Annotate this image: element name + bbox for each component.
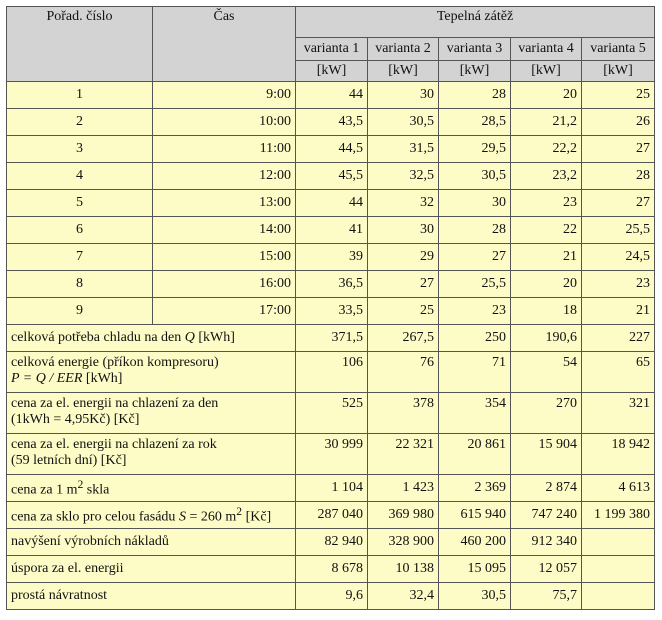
table-cell: 30 — [368, 217, 439, 244]
summary-cell: 460 200 — [439, 529, 511, 556]
table-row — [7, 190, 655, 217]
table-cell: 39 — [296, 244, 368, 271]
summary-cell: 2 369 — [439, 475, 511, 502]
summary-cell — [582, 529, 655, 556]
row-time: 9:00 — [153, 82, 296, 109]
col-header-heat-load: Tepelná zátěž — [296, 7, 655, 38]
summary-cell: 227 — [582, 325, 655, 352]
label-unit: [Kč] — [242, 509, 272, 525]
summary-cell: 1 423 — [368, 475, 439, 502]
summary-label — [7, 393, 296, 434]
table-cell: 27 — [368, 271, 439, 298]
table-cell: 21,2 — [511, 109, 582, 136]
table-cell: 27 — [582, 190, 655, 217]
summary-cell: 15 095 — [439, 556, 511, 583]
table-row — [7, 217, 655, 244]
summary-label: úspora za el. energii — [7, 556, 296, 583]
label-variable: Q — [184, 330, 195, 345]
summary-cell: 270 — [511, 393, 582, 434]
summary-cell: 30 999 — [296, 434, 368, 475]
summary-cell: 287 040 — [296, 502, 368, 529]
summary-row-savings — [7, 556, 655, 583]
summary-cell: 4 613 — [582, 475, 655, 502]
table-cell: 21 — [582, 298, 655, 325]
summary-row-glass-facade — [7, 502, 655, 529]
summary-row-daily-cooling — [7, 325, 655, 352]
summary-cell — [582, 556, 655, 583]
row-number: 2 — [7, 109, 153, 136]
row-number: 1 — [7, 82, 153, 109]
row-time: 16:00 — [153, 271, 296, 298]
summary-cell: 82 940 — [296, 529, 368, 556]
table-cell: 32,5 — [368, 163, 439, 190]
col-header-variant-4: varianta 4 — [511, 38, 582, 61]
table-body — [7, 82, 655, 610]
label-unit: [kWh] — [194, 330, 235, 345]
summary-cell: 106 — [296, 352, 368, 393]
table-cell: 22 — [511, 217, 582, 244]
label-line-2: (1kWh = 4,95Kč) [Kč] — [11, 412, 140, 427]
summary-cell: 2 874 — [511, 475, 582, 502]
summary-cell: 747 240 — [511, 502, 582, 529]
summary-label — [7, 502, 296, 529]
summary-row-cost-increase — [7, 529, 655, 556]
table-cell: 32 — [368, 190, 439, 217]
summary-cell: 20 861 — [439, 434, 511, 475]
col-header-order: Pořad. číslo — [7, 7, 153, 82]
heat-load-table — [6, 6, 655, 610]
row-number: 9 — [7, 298, 153, 325]
summary-row-payback — [7, 583, 655, 610]
table-cell: 28 — [439, 82, 511, 109]
col-header-variant-3: varianta 3 — [439, 38, 511, 61]
table-row — [7, 82, 655, 109]
col-header-variant-5: varianta 5 — [582, 38, 655, 61]
summary-cell: 250 — [439, 325, 511, 352]
summary-cell: 18 942 — [582, 434, 655, 475]
table-cell: 30 — [368, 82, 439, 109]
label-text: cena za sklo pro celou fasádu — [11, 509, 179, 525]
summary-cell: 912 340 — [511, 529, 582, 556]
table-cell: 44 — [296, 82, 368, 109]
table-cell: 44 — [296, 190, 368, 217]
table-cell: 43,5 — [296, 109, 368, 136]
table-cell: 18 — [511, 298, 582, 325]
unit-label: [kW] — [368, 61, 439, 82]
table-cell: 21 — [511, 244, 582, 271]
summary-row-cost-year — [7, 434, 655, 475]
table-cell: 23,2 — [511, 163, 582, 190]
label-superscript: 2 — [236, 504, 243, 518]
summary-cell: 22 321 — [368, 434, 439, 475]
table-cell: 25 — [368, 298, 439, 325]
unit-label: [kW] — [296, 61, 368, 82]
summary-row-energy — [7, 352, 655, 393]
table-cell: 41 — [296, 217, 368, 244]
summary-cell: 54 — [511, 352, 582, 393]
summary-cell: 267,5 — [368, 325, 439, 352]
label-line-2: (59 letních dní) [Kč] — [11, 453, 127, 468]
summary-cell: 321 — [582, 393, 655, 434]
row-number: 6 — [7, 217, 153, 244]
row-time: 13:00 — [153, 190, 296, 217]
table-row — [7, 298, 655, 325]
summary-cell: 525 — [296, 393, 368, 434]
summary-row-cost-day — [7, 393, 655, 434]
table-cell: 25,5 — [582, 217, 655, 244]
row-time: 10:00 — [153, 109, 296, 136]
table-cell: 23 — [511, 190, 582, 217]
table-cell: 44,5 — [296, 136, 368, 163]
label-line-1: cena za el. energii na chlazení za den — [11, 396, 219, 411]
table-cell: 27 — [439, 244, 511, 271]
table-cell: 45,5 — [296, 163, 368, 190]
table-row — [7, 271, 655, 298]
unit-label: [kW] — [582, 61, 655, 82]
label-superscript: 2 — [77, 477, 84, 491]
summary-cell: 190,6 — [511, 325, 582, 352]
table-cell: 28,5 — [439, 109, 511, 136]
summary-cell — [582, 583, 655, 610]
table-row — [7, 163, 655, 190]
row-number: 7 — [7, 244, 153, 271]
summary-cell: 1 199 380 — [582, 502, 655, 529]
row-time: 12:00 — [153, 163, 296, 190]
table-row — [7, 244, 655, 271]
row-number: 4 — [7, 163, 153, 190]
summary-cell: 12 057 — [511, 556, 582, 583]
unit-label: [kW] — [511, 61, 582, 82]
summary-label — [7, 434, 296, 475]
summary-cell: 328 900 — [368, 529, 439, 556]
table-cell: 25,5 — [439, 271, 511, 298]
summary-cell: 369 980 — [368, 502, 439, 529]
summary-label — [7, 352, 296, 393]
table-cell: 30,5 — [368, 109, 439, 136]
table-header — [7, 7, 655, 82]
table-cell: 20 — [511, 82, 582, 109]
table-row — [7, 136, 655, 163]
summary-cell: 371,5 — [296, 325, 368, 352]
summary-cell: 9,6 — [296, 583, 368, 610]
label-text: celková potřeba chladu na den — [11, 330, 185, 345]
label-text: = 260 m — [185, 509, 237, 525]
label-formula: P = Q / EER — [11, 371, 83, 386]
row-time: 14:00 — [153, 217, 296, 244]
table-cell: 27 — [582, 136, 655, 163]
table-cell: 20 — [511, 271, 582, 298]
summary-cell: 65 — [582, 352, 655, 393]
label-unit: [kWh] — [82, 371, 123, 386]
table-cell: 24,5 — [582, 244, 655, 271]
row-time: 17:00 — [153, 298, 296, 325]
label-variable: S — [178, 509, 186, 525]
label-text: skla — [83, 482, 110, 498]
summary-cell: 75,7 — [511, 583, 582, 610]
table-cell: 31,5 — [368, 136, 439, 163]
table-cell: 25 — [582, 82, 655, 109]
table-cell: 22,2 — [511, 136, 582, 163]
table-cell: 29 — [368, 244, 439, 271]
row-number: 5 — [7, 190, 153, 217]
summary-cell: 354 — [439, 393, 511, 434]
summary-cell: 378 — [368, 393, 439, 434]
label-text: cena za 1 m — [11, 482, 78, 498]
summary-cell: 76 — [368, 352, 439, 393]
label-line-1: celková energie (příkon kompresoru) — [11, 355, 219, 370]
summary-cell: 615 940 — [439, 502, 511, 529]
table-cell: 23 — [582, 271, 655, 298]
summary-cell: 30,5 — [439, 583, 511, 610]
summary-cell: 1 104 — [296, 475, 368, 502]
table-cell: 30 — [439, 190, 511, 217]
table-cell: 23 — [439, 298, 511, 325]
table-cell: 30,5 — [439, 163, 511, 190]
summary-label — [7, 475, 296, 502]
row-time: 15:00 — [153, 244, 296, 271]
row-number: 3 — [7, 136, 153, 163]
summary-cell: 32,4 — [368, 583, 439, 610]
col-header-variant-2: varianta 2 — [368, 38, 439, 61]
summary-row-glass-m2 — [7, 475, 655, 502]
table-cell: 28 — [439, 217, 511, 244]
table-cell: 26 — [582, 109, 655, 136]
summary-cell: 8 678 — [296, 556, 368, 583]
table-row — [7, 109, 655, 136]
summary-label: prostá návratnost — [7, 583, 296, 610]
label-line-1: cena za el. energii na chlazení za rok — [11, 437, 217, 452]
summary-cell: 10 138 — [368, 556, 439, 583]
summary-label — [7, 325, 296, 352]
table-cell: 29,5 — [439, 136, 511, 163]
table-cell: 36,5 — [296, 271, 368, 298]
summary-label: navýšení výrobních nákladů — [7, 529, 296, 556]
summary-cell: 71 — [439, 352, 511, 393]
col-header-variant-1: varianta 1 — [296, 38, 368, 61]
row-time: 11:00 — [153, 136, 296, 163]
col-header-time: Čas — [153, 7, 296, 82]
row-number: 8 — [7, 271, 153, 298]
summary-cell: 15 904 — [511, 434, 582, 475]
unit-label: [kW] — [439, 61, 511, 82]
table-cell: 28 — [582, 163, 655, 190]
table-cell: 33,5 — [296, 298, 368, 325]
